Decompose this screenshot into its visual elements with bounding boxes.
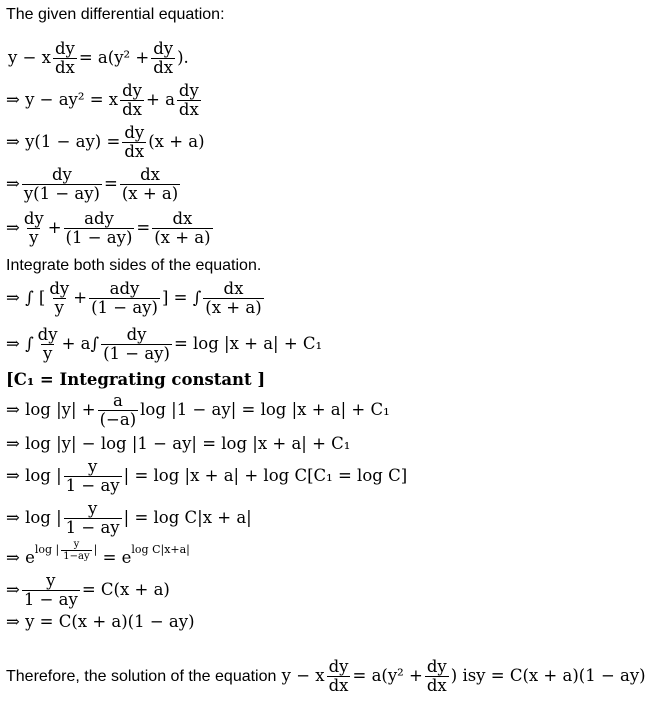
step-integral-setup: ⇒ ∫ [ $\frac{dy}{y}$ + $\frac{\text{ady}}{(1 - ay)}$ ] = ∫ $\frac{dx}{(x + a)}$	[6, 279, 262, 317]
step-separate: ⇒ $\frac{dy}{y(1 - ay)}$ = $\frac{dx}{(x + a)}$	[6, 165, 179, 203]
step-log-form: ⇒ log |y| + $\frac{a}{(-a)}$ log |1 − ay| = log |x + a| + C₁	[6, 391, 390, 429]
step-exponential-form: ⇒ $\frac{y}{1 - ay}$ = C(x + a)	[6, 571, 170, 609]
intro-text: The given differential equation:	[6, 6, 225, 23]
step-log-simplify: ⇒ log |y| − log |1 − ay| = log |x + a| + C₁	[6, 434, 351, 453]
fraction-dy-dx: $\frac{dy}{dx}$	[54, 39, 75, 77]
constant-note: [C₁ = Integrating constant ]	[6, 370, 266, 389]
step-integral-split: ⇒ ∫ $\frac{dy}{y}$ + a∫ $\frac{dy}{(1 - ay)}$ = log |x + a| + C₁	[6, 325, 323, 363]
integrate-text: Integrate both sides of the equation.	[6, 257, 262, 274]
step-log-quotient: ⇒ log | $\frac{y}{1 - ay}$ | = log |x + a| + log C[C₁ = log C]	[6, 457, 408, 495]
step-rearrange: ⇒ y − ay² = x $\frac{dy}{dx}$ + a $\frac{dy}{dx}$	[6, 81, 199, 119]
fraction-dy-dx: $\frac{dy}{dx}$	[153, 39, 174, 77]
step-partial-fraction: ⇒ $\frac{dy}{y}$ + $\frac{\text{ady}}{(1 - ay)}$ = $\frac{dx}{(x + a)}$	[6, 209, 211, 247]
step-log-combine: ⇒ log | $\frac{y}{1 - ay}$ | = log C|x + a|	[6, 499, 252, 537]
step-final-solution: ⇒ y = C(x + a)(1 − ay)	[6, 612, 195, 631]
step-factor: ⇒ y(1 − ay) = $\frac{dy}{dx}$ (x + a)	[6, 123, 205, 161]
conclusion: Therefore, the solution of the equation y − x $\frac{dy}{dx}$ = a(y² + $\frac{dy}{dx}$ ) isy = C(x + a)(1 − ay)	[6, 657, 646, 695]
equation-original: y − x $\frac{dy}{dx}$ = a(y² + $\frac{dy}{dx}$ ).	[8, 39, 189, 77]
step-exponentiate: ⇒ $e^{log | \frac{y}{1-ay} |} = e^{log C|x+a|}$	[6, 538, 190, 567]
